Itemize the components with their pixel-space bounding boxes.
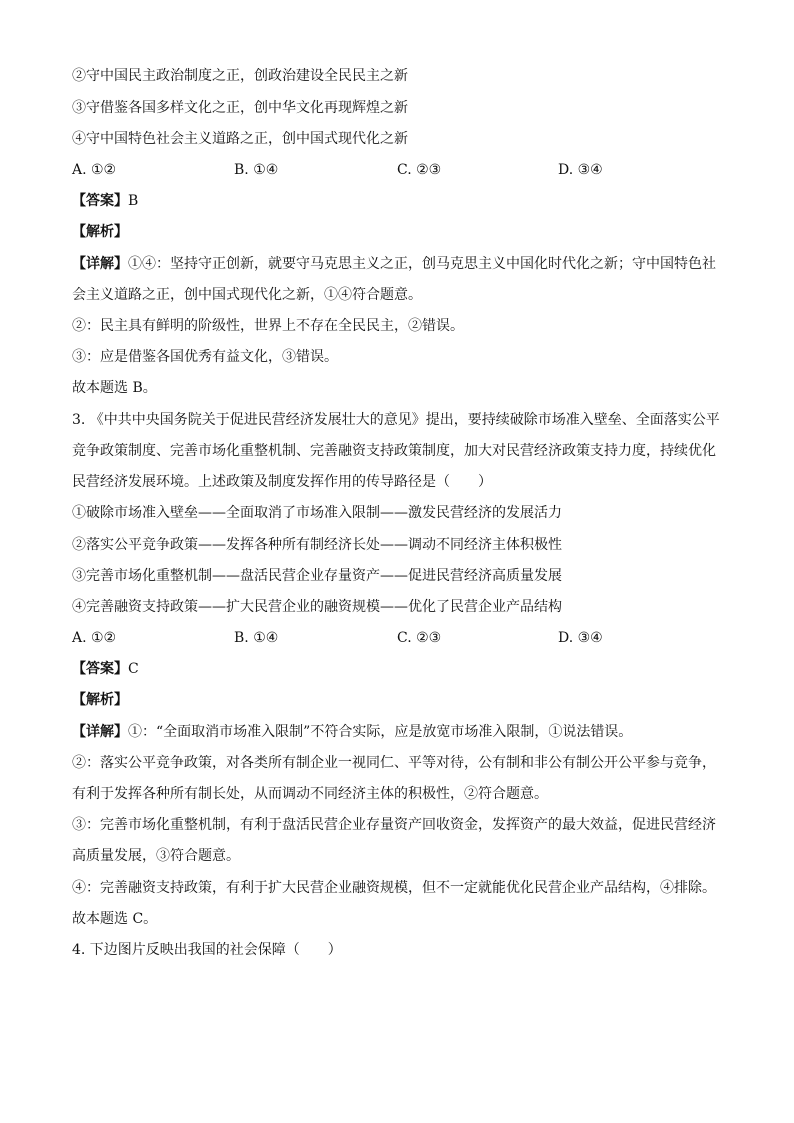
q2-item-3: ③守借鉴各国多样文化之正，创中华文化再现辉煌之新	[72, 100, 408, 116]
q2-answer	[72, 191, 138, 211]
q3-analysis-tag: 【解析】	[72, 692, 128, 708]
q2-option-c: C. ②③	[397, 162, 442, 178]
q2-detail-tag: 【详解】	[72, 256, 128, 272]
q2-item-4: ④守中国特色社会主义道路之正，创中国式现代化之新	[72, 131, 408, 147]
q2-detail-line-4: ③：应是借鉴各国优秀有益文化，③错误。	[72, 349, 338, 365]
q3-answer-tag: 【答案】	[72, 661, 128, 677]
q2-detail-text-1: ①④：坚持守正创新，就要守马克思主义之正，创马克思主义中国化时代化之新；守中国特色社	[128, 256, 716, 272]
q2-detail-line-1	[72, 254, 716, 274]
q3-detail-line-4: ③：完善市场化重整机制，有利于盘活民营企业存量资产回收资金，发挥资产的最大效益，促进民营经济	[72, 817, 716, 833]
q3-detail-tag: 【详解】	[72, 724, 128, 740]
q2-detail-line-5: 故本题选 B。	[72, 380, 157, 396]
q3-detail-line-2: ②：落实公平竞争政策，对各类所有制企业一视同仁、平等对待，公有制和非公有制公开公平参与竞争，	[72, 755, 716, 771]
q3-item-3: ③完善市场化重整机制——盘活民营企业存量资产——促进民营经济高质量发展	[72, 568, 562, 584]
q3-detail-line-5: 高质量发展，③符合题意。	[72, 848, 240, 864]
q3-option-d: D. ③④	[558, 630, 603, 646]
q3-detail-line-7: 故本题选 C。	[72, 911, 158, 927]
q3-stem-line-3: 民营经济发展环境。上述政策及制度发挥作用的传导路径是（ ）	[72, 474, 492, 490]
q3-item-1: ①破除市场准入壁垒——全面取消了市场准入限制——激发民营经济的发展活力	[72, 505, 562, 521]
q2-option-b: B. ①④	[234, 162, 279, 178]
q2-option-a: A. ①②	[72, 162, 117, 178]
q2-analysis-tag: 【解析】	[72, 224, 128, 240]
q2-options	[72, 160, 722, 180]
q3-detail-line-6: ④：完善融资支持政策，有利于扩大民营企业融资规模，但不一定就能优化民营企业产品结构，④排除。	[72, 880, 716, 896]
q3-option-a: A. ①②	[72, 630, 117, 646]
q3-detail-line-1	[72, 722, 632, 742]
q3-answer-value: C	[128, 661, 139, 677]
q3-stem-line-1: 3. 《中共中央国务院关于促进民营经济发展壮大的意见》提出，要持续破除市场准入壁垒、全面落实公平	[72, 412, 720, 428]
q3-option-b: B. ①④	[234, 630, 279, 646]
q3-detail-text-1: ①：“全面取消市场准入限制”不符合实际，应是放宽市场准入限制，①说法错误。	[128, 724, 633, 740]
q3-detail-line-3: 有利于发挥各种所有制长处，从而调动不同经济主体的积极性，②符合题意。	[72, 786, 548, 802]
q3-stem-line-2: 竞争政策制度、完善市场化重整机制、完善融资支持政策制度，加大对民营经济政策支持力度，持续优化	[72, 443, 716, 459]
q3-answer	[72, 659, 139, 679]
q2-option-d: D. ③④	[558, 162, 603, 178]
q4-stem: 4. 下边图片反映出我国的社会保障（ ）	[72, 942, 342, 958]
q2-answer-tag: 【答案】	[72, 193, 128, 209]
q3-option-c: C. ②③	[397, 630, 442, 646]
q2-detail-line-3: ②：民主具有鲜明的阶级性，世界上不存在全民民主，②错误。	[72, 318, 464, 334]
q2-answer-value: B	[128, 193, 139, 209]
q3-options	[72, 628, 722, 648]
q2-detail-line-2: 会主义道路之正，创中国式现代化之新，①④符合题意。	[72, 287, 422, 303]
q3-item-2: ②落实公平竞争政策——发挥各种所有制经济长处——调动不同经济主体积极性	[72, 537, 562, 553]
q3-item-4: ④完善融资支持政策——扩大民营企业的融资规模——优化了民营企业产品结构	[72, 599, 562, 615]
q2-item-2: ②守中国民主政治制度之正，创政治建设全民民主之新	[72, 68, 408, 84]
